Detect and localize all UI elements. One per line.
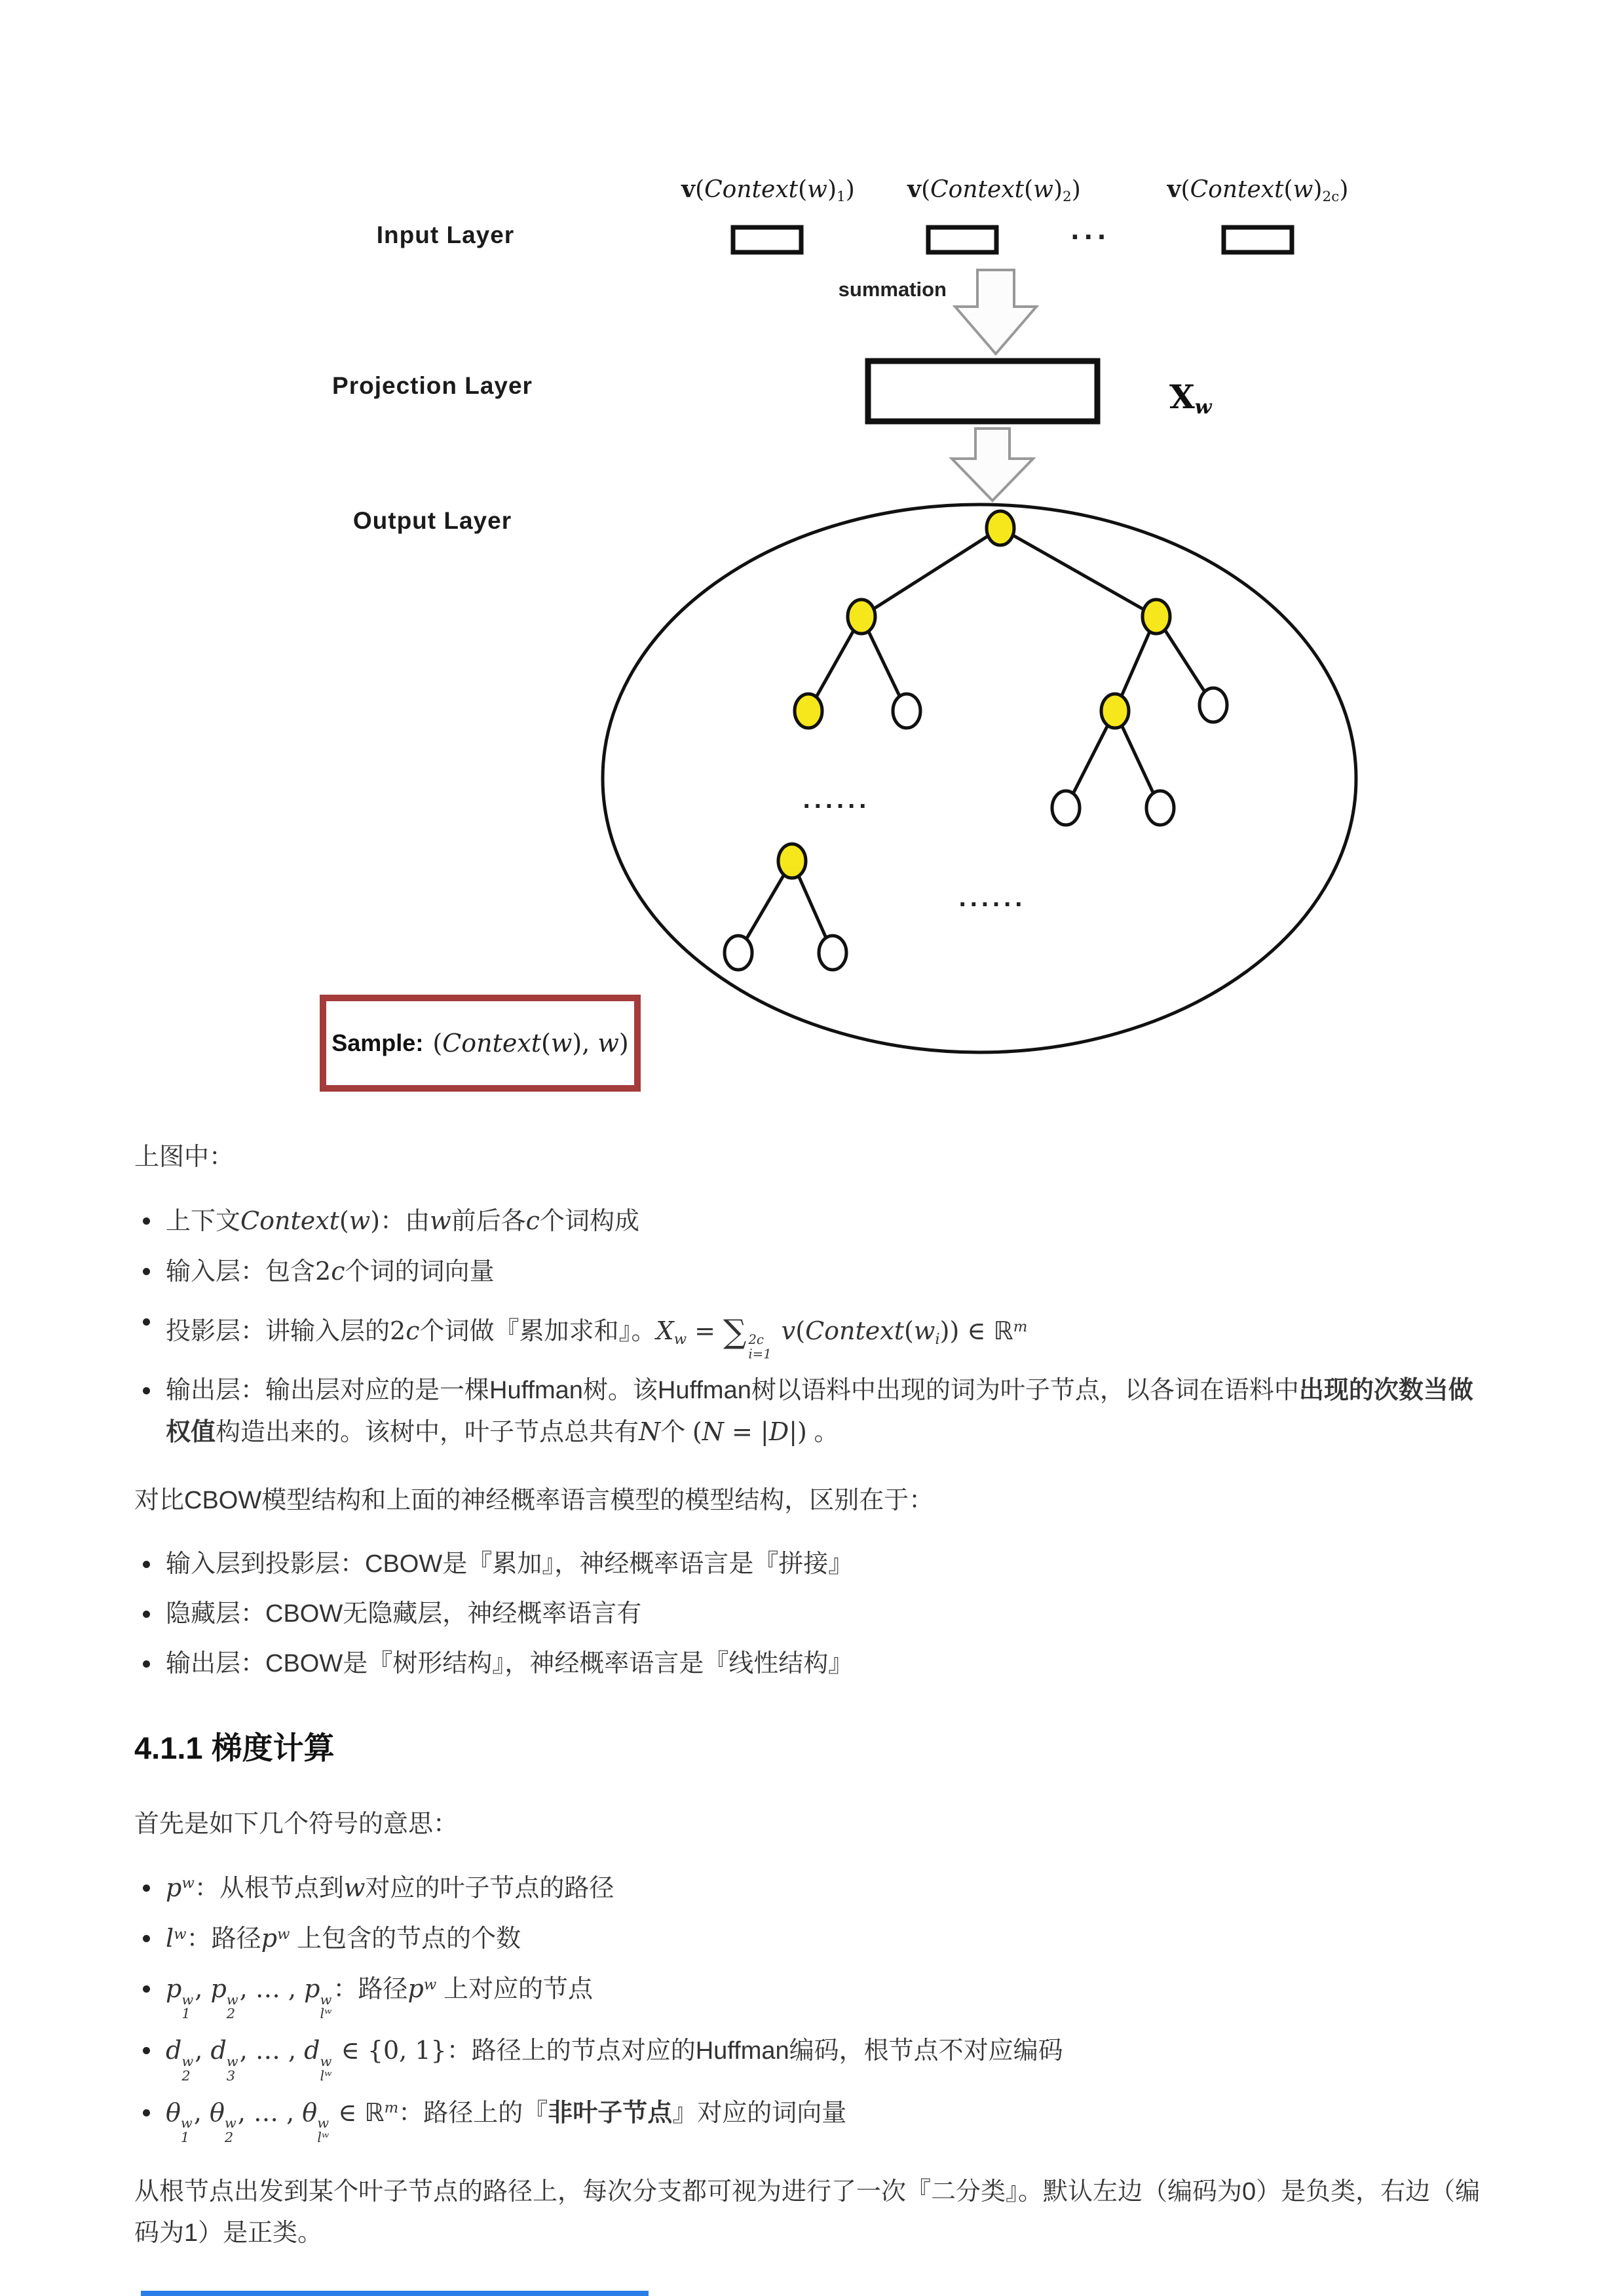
list-item: 上下文Context(w)：由w前后各c个词构成 <box>134 1200 1496 1242</box>
symbols-intro-paragraph: 首先是如下几个符号的意思： <box>134 1810 459 1838</box>
list-item: 隐藏层：CBOW无隐藏层，神经概率语言有 <box>134 1594 1496 1635</box>
tree-node-leaf <box>893 694 920 728</box>
cbow-architecture-figure <box>301 142 1415 1098</box>
input-ellipsis-dots: ··· <box>1070 220 1111 254</box>
binary-classification-paragraph: 从根节点出发到某个叶子节点的路径上，每次分支都可视为进行了一次『二分类』。默认左边（编码为0）是负类，右边（编码为1）是正类。 <box>134 2178 1481 2248</box>
tree-node-yellow <box>1142 600 1170 634</box>
summation-arrow-icon <box>955 270 1036 354</box>
model-difference-list <box>134 1544 1496 1685</box>
tree-node-yellow <box>848 600 875 634</box>
tree-node-root-yellow <box>987 511 1014 545</box>
tree-node-yellow <box>1101 694 1129 728</box>
projection-layer-label: Projection Layer <box>332 372 533 399</box>
sample-formula: (Context(w), w) <box>432 1029 629 1058</box>
sample-label: Sample: <box>331 1029 424 1056</box>
intro-line: 上图中： <box>134 1143 235 1171</box>
tree-node-leaf <box>819 936 846 970</box>
tree-node-yellow <box>795 694 822 728</box>
projection-output-arrow-icon <box>952 429 1033 501</box>
list-item: p w 1 , p w 2 , … , p w lʷ ：路径$p^w$ 上对应的节点 <box>134 1968 1496 2021</box>
projection-vector-symbol: Xw <box>1169 377 1212 419</box>
tree-node-yellow <box>778 844 806 878</box>
tree-ellipsis-left: ...... <box>803 785 871 814</box>
list-item: 输入层：包含2c个词的词向量 <box>134 1251 1496 1293</box>
section-heading: 4.1.1 梯度计算 <box>134 1730 335 1765</box>
input-vector-box-1 <box>733 227 801 252</box>
tree-node-leaf <box>1052 791 1080 825</box>
input-vector-box-2c <box>1224 227 1292 252</box>
sample-callout-box <box>320 995 641 1092</box>
compare-paragraph: 对比CBOW模型结构和上面的神经概率语言模型的模型结构，区别在于： <box>134 1486 934 1514</box>
tree-edge <box>1000 528 1156 617</box>
context-vector-formula-2: v(Context(w)2) <box>907 176 1081 206</box>
projection-vector-box <box>868 361 1097 421</box>
figure-explanation-list <box>134 1200 1496 1453</box>
article-body <box>134 1137 1496 2276</box>
list-item: θ w 1 , θ w 2 , … , θ w lʷ ∈ ℝ$^m$：路径上的『非叶子节点』对应的词向量 <box>134 2092 1496 2145</box>
summation-label: summation <box>838 278 947 301</box>
output-layer-label: Output Layer <box>352 507 512 534</box>
list-item: $p^w$：从根节点到w对应的叶子节点的路径 <box>134 1867 1496 1909</box>
list-item: 投影层：讲输入层的2c个词做『累加求和』。Xw = ∑ 2c i=1 v(Context(wi)) ∈ ℝ$^m$ <box>134 1301 1496 1362</box>
bottom-accent-bar <box>141 2291 649 2296</box>
tree-node-leaf <box>1199 688 1227 722</box>
list-item: d w 2 , d w 3 , … , d w lʷ ∈ {0, 1}：路径上的节点对应的Huffman编码，根节点不对应编码 <box>134 2030 1496 2083</box>
tree-edge <box>861 528 1000 617</box>
list-item: 输出层：输出层对应的是一棵Huffman树。该Huffman树以语料中出现的词为叶子节点，以各词在语料中出现的次数当做权值构造出来的。该树中，叶子节点总共有N个 (N = |D|) 。 <box>134 1370 1496 1453</box>
input-vector-box-2 <box>928 227 996 252</box>
list-item: $l^w$：路径$p^w$ 上包含的节点的个数 <box>134 1918 1496 1960</box>
context-vector-formula-1: v(Context(w)1) <box>681 176 855 206</box>
tree-node-leaf <box>1146 791 1174 825</box>
list-item: 输入层到投影层：CBOW是『累加』，神经概率语言是『拼接』 <box>134 1544 1496 1585</box>
tree-ellipsis-mid: ...... <box>958 883 1027 912</box>
tree-node-leaf <box>725 936 752 970</box>
symbol-definition-list <box>134 1867 1496 2145</box>
context-vector-formula-2c: v(Context(w)2c) <box>1167 176 1349 206</box>
list-item: 输出层：CBOW是『树形结构』，神经概率语言是『线性结构』 <box>134 1643 1496 1685</box>
huffman-tree-ellipse <box>603 505 1356 1052</box>
input-layer-label: Input Layer <box>376 221 515 248</box>
